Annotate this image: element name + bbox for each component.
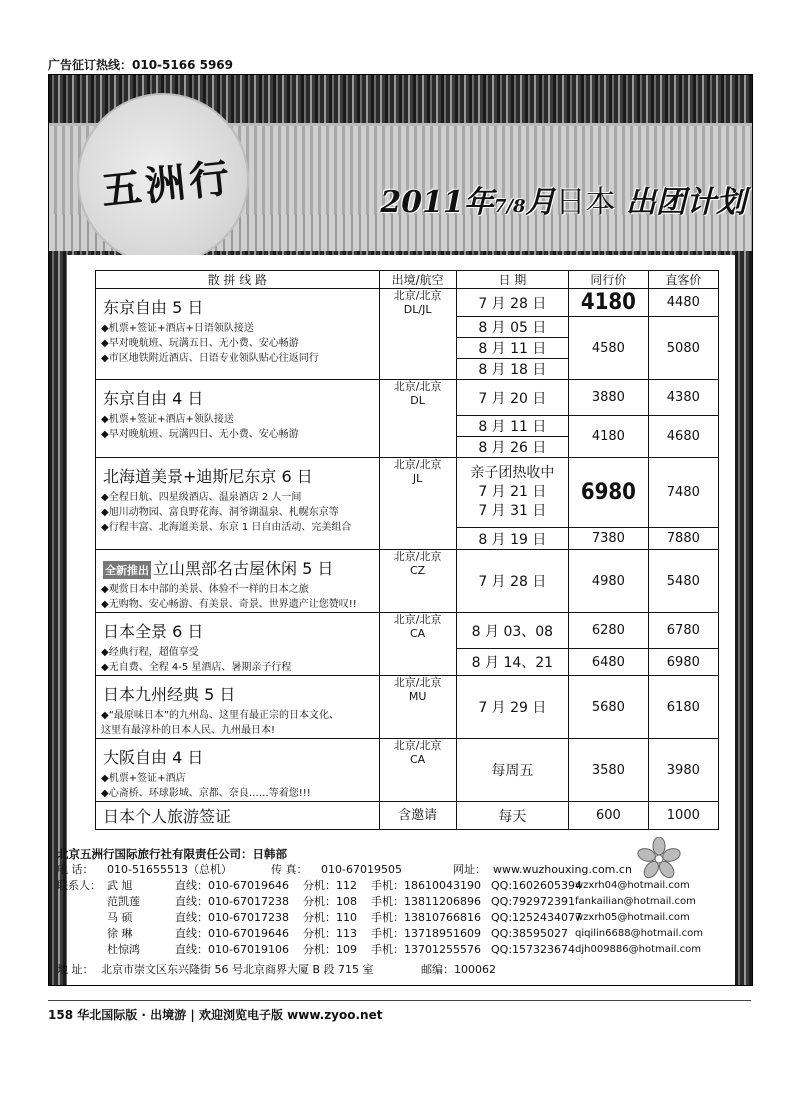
departure-city: 北京/北京 bbox=[393, 289, 442, 302]
contact-qq: QQ:157323674 bbox=[491, 943, 576, 956]
departure-city: 北京/北京 bbox=[393, 676, 442, 689]
company-info bbox=[57, 846, 703, 978]
contact-row bbox=[57, 942, 701, 958]
route-feature: ◆早对晚航班、玩满五日、无小费、安心畅游 bbox=[101, 338, 299, 349]
header-route: 散 拼 线 路 bbox=[96, 271, 380, 289]
route-feature: ◆机票+签证+酒店 bbox=[101, 773, 186, 784]
route-feature: ◆“最原味日本”的九州岛、这里有最正宗的日本文化、 bbox=[101, 710, 340, 721]
route-name: 东京自由 4 日 bbox=[103, 389, 204, 408]
peer-price: 3880 bbox=[569, 380, 649, 416]
page-footer bbox=[48, 1006, 382, 1023]
peer-price: 4980 bbox=[569, 550, 649, 613]
date-cell: 8 月 26 日 bbox=[456, 437, 568, 458]
date-cell: 7 月 29 日 bbox=[456, 676, 568, 739]
airline: DL bbox=[410, 394, 425, 407]
departure-cell: 含邀请 bbox=[379, 802, 456, 830]
peer-price: 4180 bbox=[569, 416, 649, 458]
table-row bbox=[96, 613, 719, 649]
new-badge: 全新推出 bbox=[103, 561, 151, 579]
contact-name: 杜惊鸿 bbox=[107, 943, 140, 956]
direct-price: 4680 bbox=[648, 416, 718, 458]
contact-email: djh009886@hotmail.com bbox=[575, 944, 701, 955]
contact-email: fankailian@hotmail.com bbox=[575, 896, 696, 907]
headline-months: 7/8 bbox=[493, 196, 526, 217]
route-name: 日本九州经典 5 日 bbox=[103, 685, 236, 704]
contact-mobile: 手机：13811206896 bbox=[371, 895, 481, 908]
direct-price: 4380 bbox=[648, 380, 718, 416]
departure-cell bbox=[379, 739, 456, 802]
headline-year: 2011年 bbox=[380, 185, 494, 220]
direct-price: 6780 bbox=[648, 613, 718, 649]
airline: MU bbox=[408, 690, 427, 703]
contact-tel: 直线：010-67019646 bbox=[175, 879, 289, 892]
contact-row bbox=[57, 878, 690, 894]
route-cell bbox=[96, 550, 380, 613]
route-feature: ◆机票+签证+酒店+领队接送 bbox=[101, 414, 234, 425]
contact-ext: 分机：110 bbox=[303, 911, 357, 924]
contact-tel: 直线：010-67017238 bbox=[175, 895, 289, 908]
route-cell bbox=[96, 613, 380, 676]
direct-price: 6180 bbox=[648, 676, 718, 739]
zip-code: 邮编：100062 bbox=[421, 963, 496, 976]
route-name: 日本全景 6 日 bbox=[103, 622, 204, 641]
date-cell: 8 月 19 日 bbox=[456, 528, 568, 550]
headline-plan: 出团计划 bbox=[626, 185, 746, 220]
route-feature: ◆心斋桥、环球影城、京都、奈良……等着您!!! bbox=[101, 788, 311, 799]
departure-city: 北京/北京 bbox=[393, 613, 442, 626]
peer-price: 6480 bbox=[569, 649, 649, 676]
headline-country: 日本 bbox=[555, 185, 616, 220]
departure-city: 北京/北京 bbox=[393, 458, 442, 471]
contact-ext: 分机：108 bbox=[303, 895, 357, 908]
departure-cell bbox=[379, 458, 456, 550]
departure-cell bbox=[379, 380, 456, 458]
route-feature: ◆观赏日本中部的美景、体验不一样的日本之旅 bbox=[101, 584, 309, 595]
direct-price: 5080 bbox=[648, 317, 718, 380]
peer-price: 6280 bbox=[569, 613, 649, 649]
departure-city: 北京/北京 bbox=[393, 739, 442, 752]
peer-price: 3580 bbox=[569, 739, 649, 802]
fax-number: 010-67019505 bbox=[321, 863, 402, 876]
contact-qq: QQ:1602605394 bbox=[491, 879, 583, 892]
footer-slogan: 欢迎浏览电子版 bbox=[198, 1008, 283, 1022]
direct-price: 1000 bbox=[648, 802, 718, 830]
contact-qq: QQ:792972391 bbox=[491, 895, 576, 908]
ad-hotline: 广告征订热线：010-5166 5969 bbox=[48, 58, 234, 72]
header-peer-price: 同行价 bbox=[569, 271, 649, 289]
company-name: 北京五洲行国际旅行社有限责任公司：日韩部 bbox=[57, 847, 287, 861]
contact-mobile: 手机：13701255576 bbox=[371, 943, 481, 956]
contact-ext: 分机：112 bbox=[303, 879, 357, 892]
web-label: 网址： bbox=[453, 863, 486, 876]
route-cell bbox=[96, 802, 380, 830]
date-cell: 8 月 18 日 bbox=[456, 359, 568, 380]
contact-tel: 直线：010-67019646 bbox=[175, 927, 289, 940]
airline: CA bbox=[410, 627, 426, 640]
route-feature: ◆经典行程，超值享受 bbox=[101, 647, 199, 658]
date-cell: 7 月 20 日 bbox=[456, 380, 568, 416]
table-row bbox=[96, 380, 719, 416]
departure-city: 北京/北京 bbox=[393, 380, 442, 393]
date-cell: 8 月 11 日 bbox=[456, 338, 568, 359]
route-feature: ◆市区地铁附近酒店、日语专业领队贴心往返同行 bbox=[101, 353, 319, 364]
contact-email: qiqilin6688@hotmail.com bbox=[575, 928, 703, 939]
direct-price: 4480 bbox=[648, 289, 718, 317]
peer-price: 5680 bbox=[569, 676, 649, 739]
contact-email: wzxrh05@hotmail.com bbox=[575, 912, 690, 923]
route-cell bbox=[96, 458, 380, 550]
airline: DL/JL bbox=[403, 303, 432, 316]
web-address: www.wuzhouxing.com.cn bbox=[493, 863, 632, 876]
contact-row bbox=[57, 926, 703, 942]
address-label: 地 址： bbox=[57, 963, 94, 976]
fax-label: 传 真： bbox=[271, 863, 308, 876]
route-cell bbox=[96, 676, 380, 739]
contact-name: 徐 琳 bbox=[107, 927, 133, 940]
departure-cell bbox=[379, 676, 456, 739]
peer-price: 6980 bbox=[569, 458, 649, 528]
contact-ext: 分机：109 bbox=[303, 943, 357, 956]
airline: CA bbox=[410, 753, 426, 766]
contact-email: wzxrh04@hotmail.com bbox=[575, 880, 690, 891]
route-cell bbox=[96, 380, 380, 458]
table-header-row bbox=[96, 271, 719, 289]
route-cell bbox=[96, 739, 380, 802]
date-cell bbox=[456, 458, 568, 528]
date-value: 7 月 21 日 bbox=[478, 484, 547, 500]
route-name: 立山黑部名古屋休闲 5 日 bbox=[153, 559, 334, 578]
peer-price: 4580 bbox=[569, 317, 649, 380]
contact-row bbox=[57, 894, 696, 910]
date-cell: 8 月 14、21 bbox=[456, 649, 568, 676]
direct-price: 7480 bbox=[648, 458, 718, 528]
headline bbox=[380, 177, 746, 221]
peer-price: 7380 bbox=[569, 528, 649, 550]
date-cell: 每周五 bbox=[456, 739, 568, 802]
route-name: 大阪自由 4 日 bbox=[103, 748, 204, 767]
direct-price: 5480 bbox=[648, 550, 718, 613]
airline: CZ bbox=[410, 564, 426, 577]
table-row bbox=[96, 289, 719, 317]
departure-cell bbox=[379, 550, 456, 613]
footer-site-link[interactable]: www.zyoo.net bbox=[287, 1008, 383, 1022]
contact-mobile: 手机：13810766816 bbox=[371, 911, 481, 924]
route-name: 北海道美景+迪斯尼东京 6 日 bbox=[103, 467, 313, 486]
contact-name: 武 旭 bbox=[107, 879, 133, 892]
table-row bbox=[96, 739, 719, 802]
route-feature: ◆早对晚航班、玩满四日、无小费、安心畅游 bbox=[101, 429, 299, 440]
date-cell: 7 月 28 日 bbox=[456, 550, 568, 613]
header-direct-price: 直客价 bbox=[648, 271, 718, 289]
route-name: 日本个人旅游签证 bbox=[103, 807, 232, 826]
contact-mobile: 手机：13718951609 bbox=[371, 927, 481, 940]
contact-tel: 直线：010-67017238 bbox=[175, 911, 289, 924]
publication-name: 华北国际版 · 出境游 bbox=[77, 1008, 187, 1022]
table-row bbox=[96, 802, 719, 830]
route-feature: ◆无购物、安心畅游、有美景、奇景、世界遗产让您赞叹!! bbox=[101, 599, 357, 610]
table-row bbox=[96, 458, 719, 528]
page-number: 158 bbox=[48, 1008, 74, 1022]
date-note: 亲子团热收中 bbox=[470, 465, 555, 481]
airline: JL bbox=[412, 472, 423, 485]
date-cell: 7 月 28 日 bbox=[456, 289, 568, 317]
route-feature: 这里有最淳朴的日本人民、九州最日本! bbox=[101, 725, 276, 736]
header-departure: 出境/航空 bbox=[379, 271, 456, 289]
date-cell: 8 月 03、08 bbox=[456, 613, 568, 649]
direct-price: 7880 bbox=[648, 528, 718, 550]
contact-phone-row bbox=[57, 862, 657, 878]
route-cell bbox=[96, 289, 380, 380]
contact-qq: QQ:38595027 bbox=[491, 927, 569, 940]
contact-tel: 直线：010-67019106 bbox=[175, 943, 289, 956]
peer-price: 600 bbox=[569, 802, 649, 830]
brand-logo: 五洲行 bbox=[99, 154, 236, 215]
peer-price: 4180 bbox=[569, 289, 649, 317]
address: 北京市崇文区东兴隆街 56 号北京商界大厦 B 段 715 室 bbox=[101, 963, 374, 976]
departure-cell bbox=[379, 289, 456, 380]
route-name: 东京自由 5 日 bbox=[103, 298, 204, 317]
contact-name: 马 硕 bbox=[107, 911, 133, 924]
contact-name: 范凯莲 bbox=[107, 895, 140, 908]
footer-separator: | bbox=[190, 1008, 195, 1022]
headline-month-suffix: 月 bbox=[525, 185, 556, 220]
route-feature: ◆全程日航、四星级酒店、温泉酒店 2 人一间 bbox=[101, 492, 302, 503]
departure-cell bbox=[379, 613, 456, 676]
table-row bbox=[96, 676, 719, 739]
direct-price: 6980 bbox=[648, 649, 718, 676]
contact-qq: QQ:1252434077 bbox=[491, 911, 583, 924]
date-cell: 每天 bbox=[456, 802, 568, 830]
date-value: 7 月 31 日 bbox=[478, 503, 547, 519]
contact-mobile: 手机：18610043190 bbox=[371, 879, 481, 892]
contact-row bbox=[57, 910, 690, 926]
table-row bbox=[96, 550, 719, 613]
direct-price: 3980 bbox=[648, 739, 718, 802]
route-feature: ◆旭川动物园、富良野花海、洞爷湖温泉、札幌东京等 bbox=[101, 507, 339, 518]
route-feature: ◆无自费、全程 4-5 星酒店、暑期亲子行程 bbox=[101, 662, 292, 673]
address-row bbox=[57, 962, 657, 978]
route-name-line bbox=[103, 556, 379, 579]
route-feature: ◆行程丰富、北海道美景、东京 1 日自由活动、完美组合 bbox=[101, 522, 352, 533]
date-cell: 8 月 05 日 bbox=[456, 317, 568, 338]
phone-label: 电 话： bbox=[57, 863, 94, 876]
phone-number: 010-51655513（总机） bbox=[107, 863, 232, 876]
header-date: 日 期 bbox=[456, 271, 568, 289]
departure-city: 北京/北京 bbox=[393, 550, 442, 563]
date-cell: 8 月 11 日 bbox=[456, 416, 568, 437]
contact-label: 联系人： bbox=[57, 879, 101, 892]
route-feature: ◆机票+签证+酒店+日语领队接送 bbox=[101, 323, 254, 334]
contact-ext: 分机：113 bbox=[303, 927, 357, 940]
tour-table bbox=[95, 270, 719, 830]
footer-divider bbox=[48, 1000, 751, 1001]
